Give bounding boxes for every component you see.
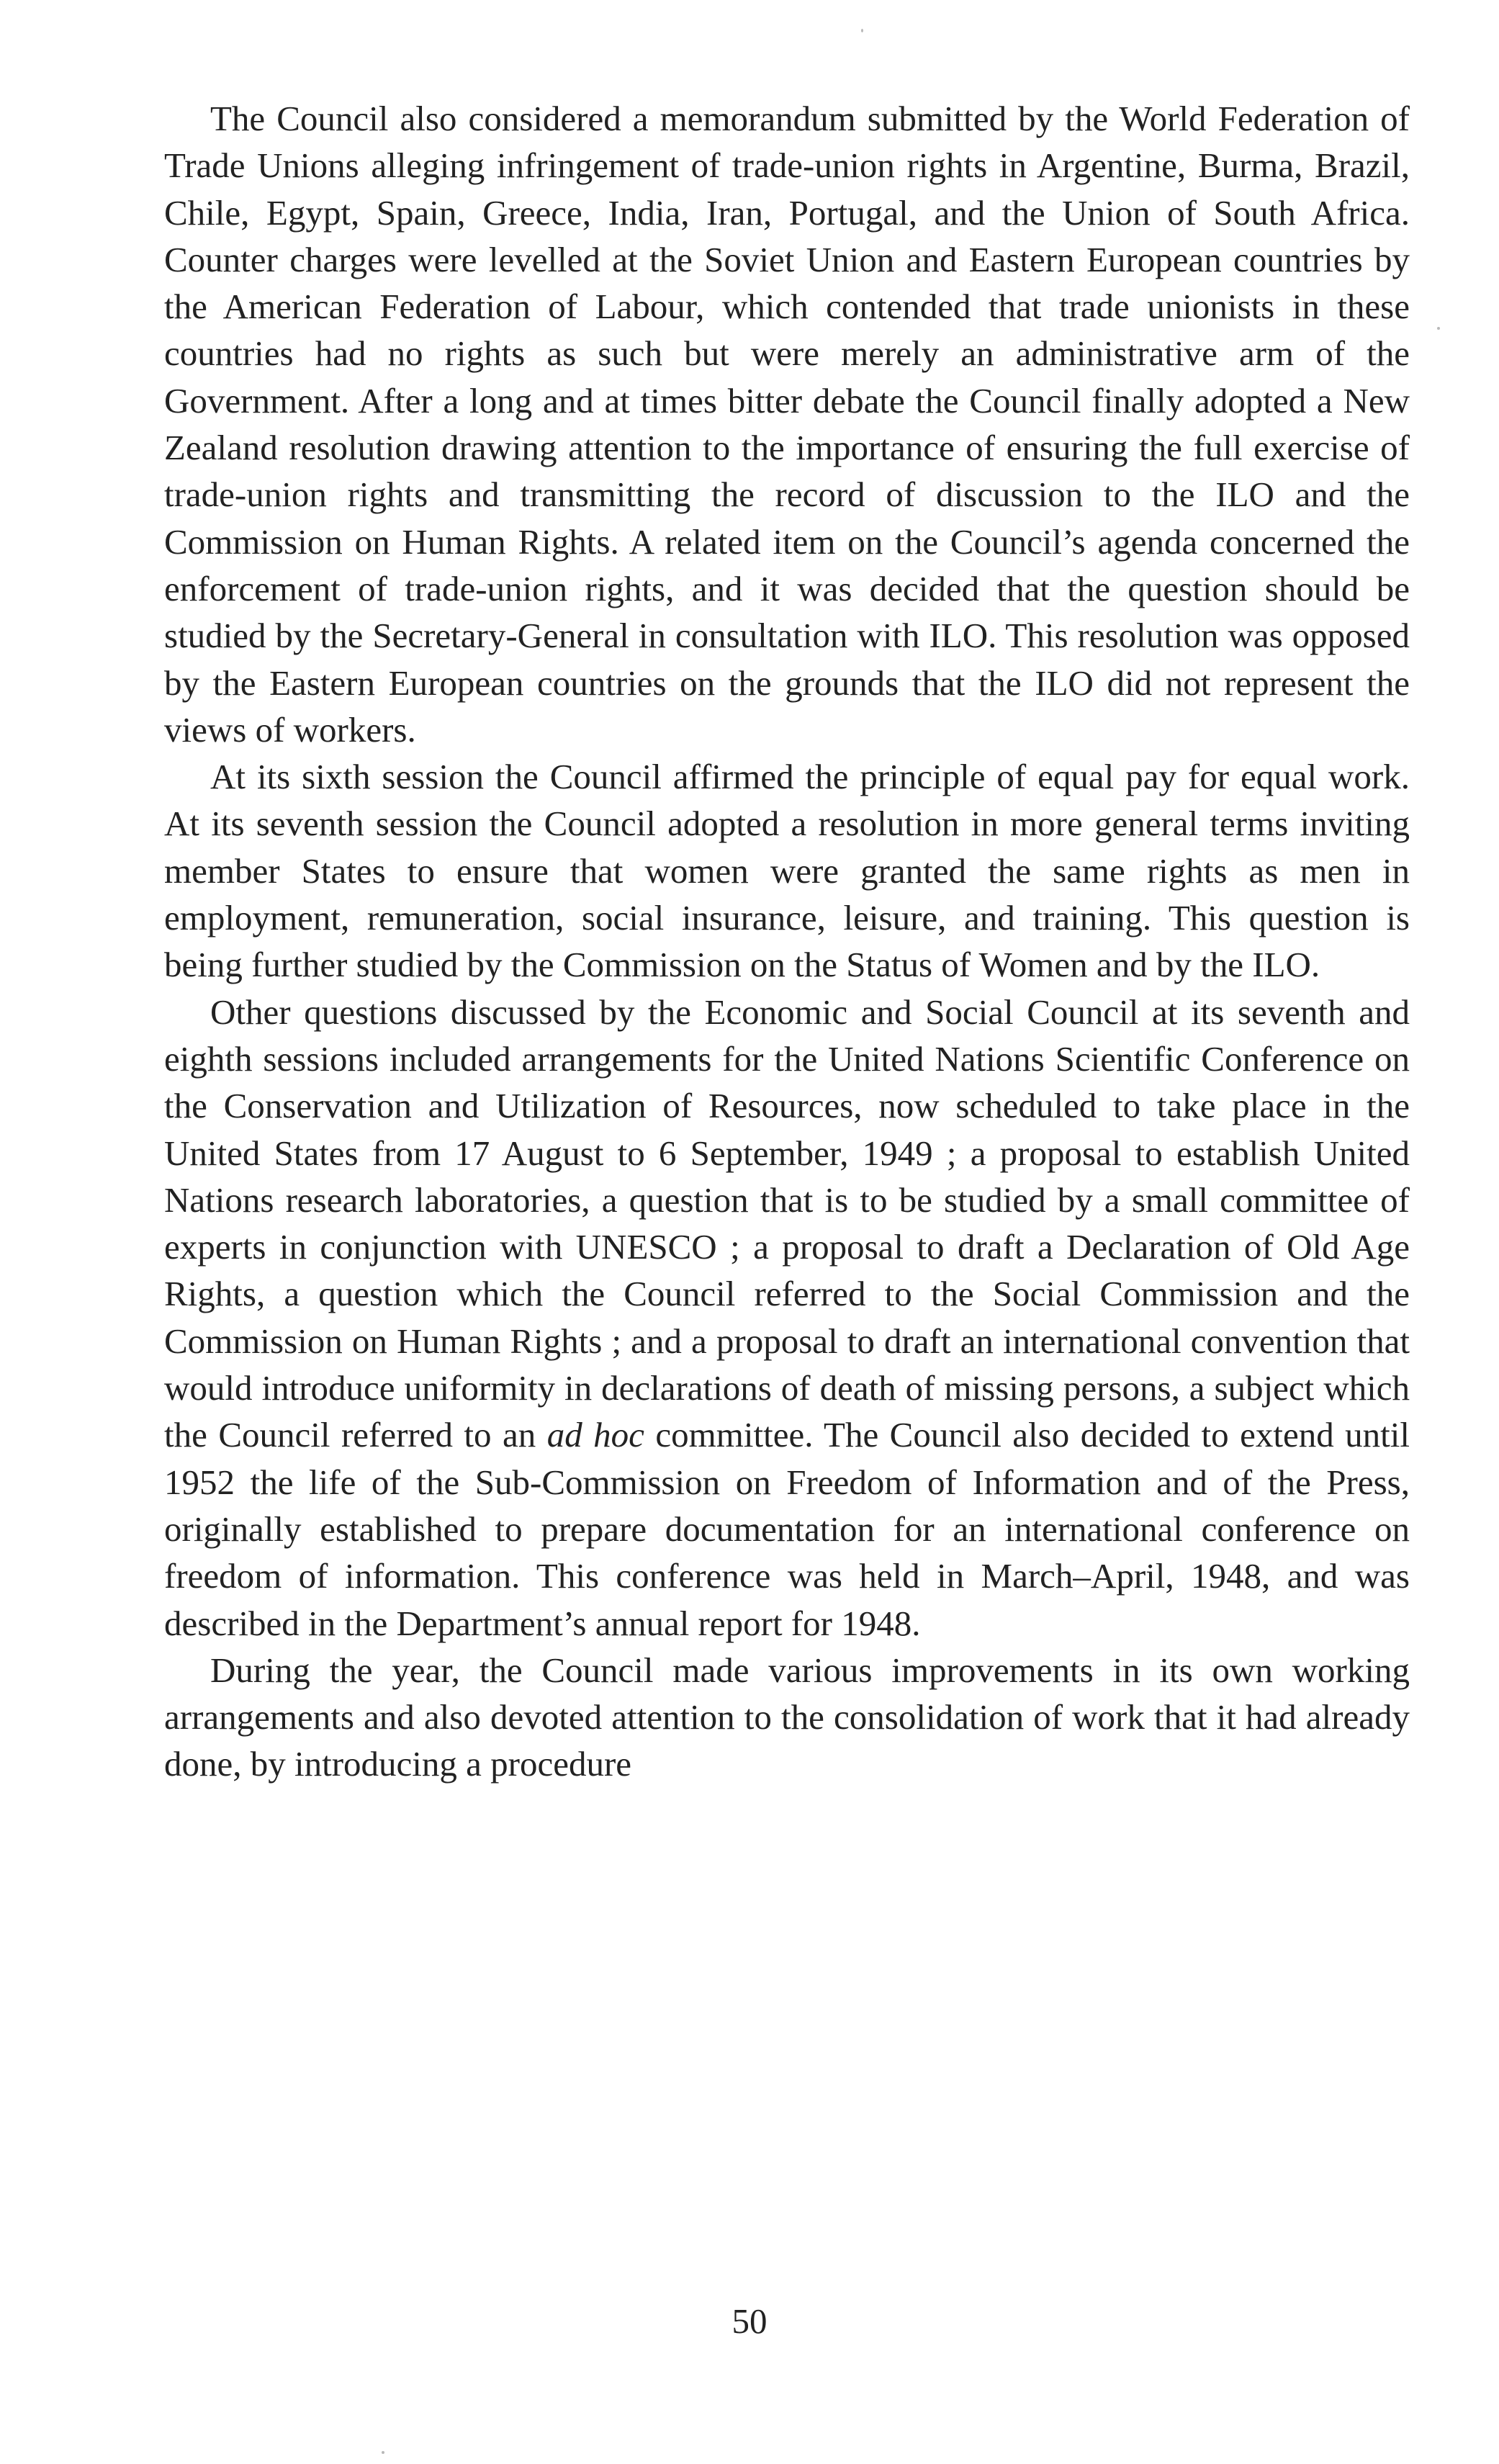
scan-speck [861,29,863,32]
paragraph-equal-pay: At its sixth session the Council affirmed the principle of equal pay for equal work. At its seventh session the Council adopted a resolution in more general terms inviting member States to ensure that women were granted the same rights as men in employment, remuneration, social insurance, leisure, and training. This question is being further studied by the Commission on the Status of Women and by the ILO. [164,757,1410,985]
scan-speck [1437,327,1440,330]
page-number: 50 [732,2301,767,2341]
body-text [164,95,1410,1788]
paragraph-other-questions: Other questions discussed by the Economic and Social Council at its seventh and eighth sessions included arrangements for the United Nations Scientific Conference on the Conservation and Utilization of Resources, now scheduled to take place in the United States from 17 August to 6 September, 1949 ; a proposal to establish United Nations research laboratories, a question that is to be studied by a small committee of experts in conjunction with UNESCO ; a proposal to draft a Declaration of Old Age Rights, a question which the Council referred to the Social Commission and the Commission on Human Rights ; and a proposal to draft an international convention that would introduce uniformity in declarations of death of missing persons, a subject which the Council referred to an ad hoc committee. The Council also decided to extend until 1952 the life of the Sub-Commission on Freedom of Information and of the Press, originally established to prepare documentation for an international conference on freedom of information. This conference was held in March–April, 1948, and was described in the Department’s annual report for 1948. [164,992,1410,1643]
paragraph-trade-union-rights: The Council also considered a memorandum submitted by the World Federation of Trade Unions alleging infringement of trade-union rights in Argentine, Burma, Brazil, Chile, Egypt, Spain, Greece, India, Iran, Portugal, and the Union of South Africa. Counter charges were levelled at the Soviet Union and Eastern European countries by the American Federation of Labour, which contended that trade unionists in these countries had no rights as such but were merely an administrative arm of the Government. After a long and at times bitter debate the Council finally adopted a New Zealand resolution drawing attention to the importance of ensuring the full exercise of trade-union rights and transmitting the record of discussion to the ILO and the Commission on Human Rights. A related item on the Council’s agenda concerned the enforcement of trade-union rights, and it was decided that the question should be studied by the Secretary-General in consultation with ILO. This resolution was opposed by the Eastern European countries on the grounds that the ILO did not represent the views of workers. [164,99,1410,750]
italic-ad-hoc: ad hoc [546,1415,644,1455]
paragraph-working-arrangements: During the year, the Council made various improvements in its own working arrangements and also devoted attention to the consolidation of work that it had already done, by introducing a procedure [164,1650,1410,1784]
scan-speck [382,2451,384,2454]
